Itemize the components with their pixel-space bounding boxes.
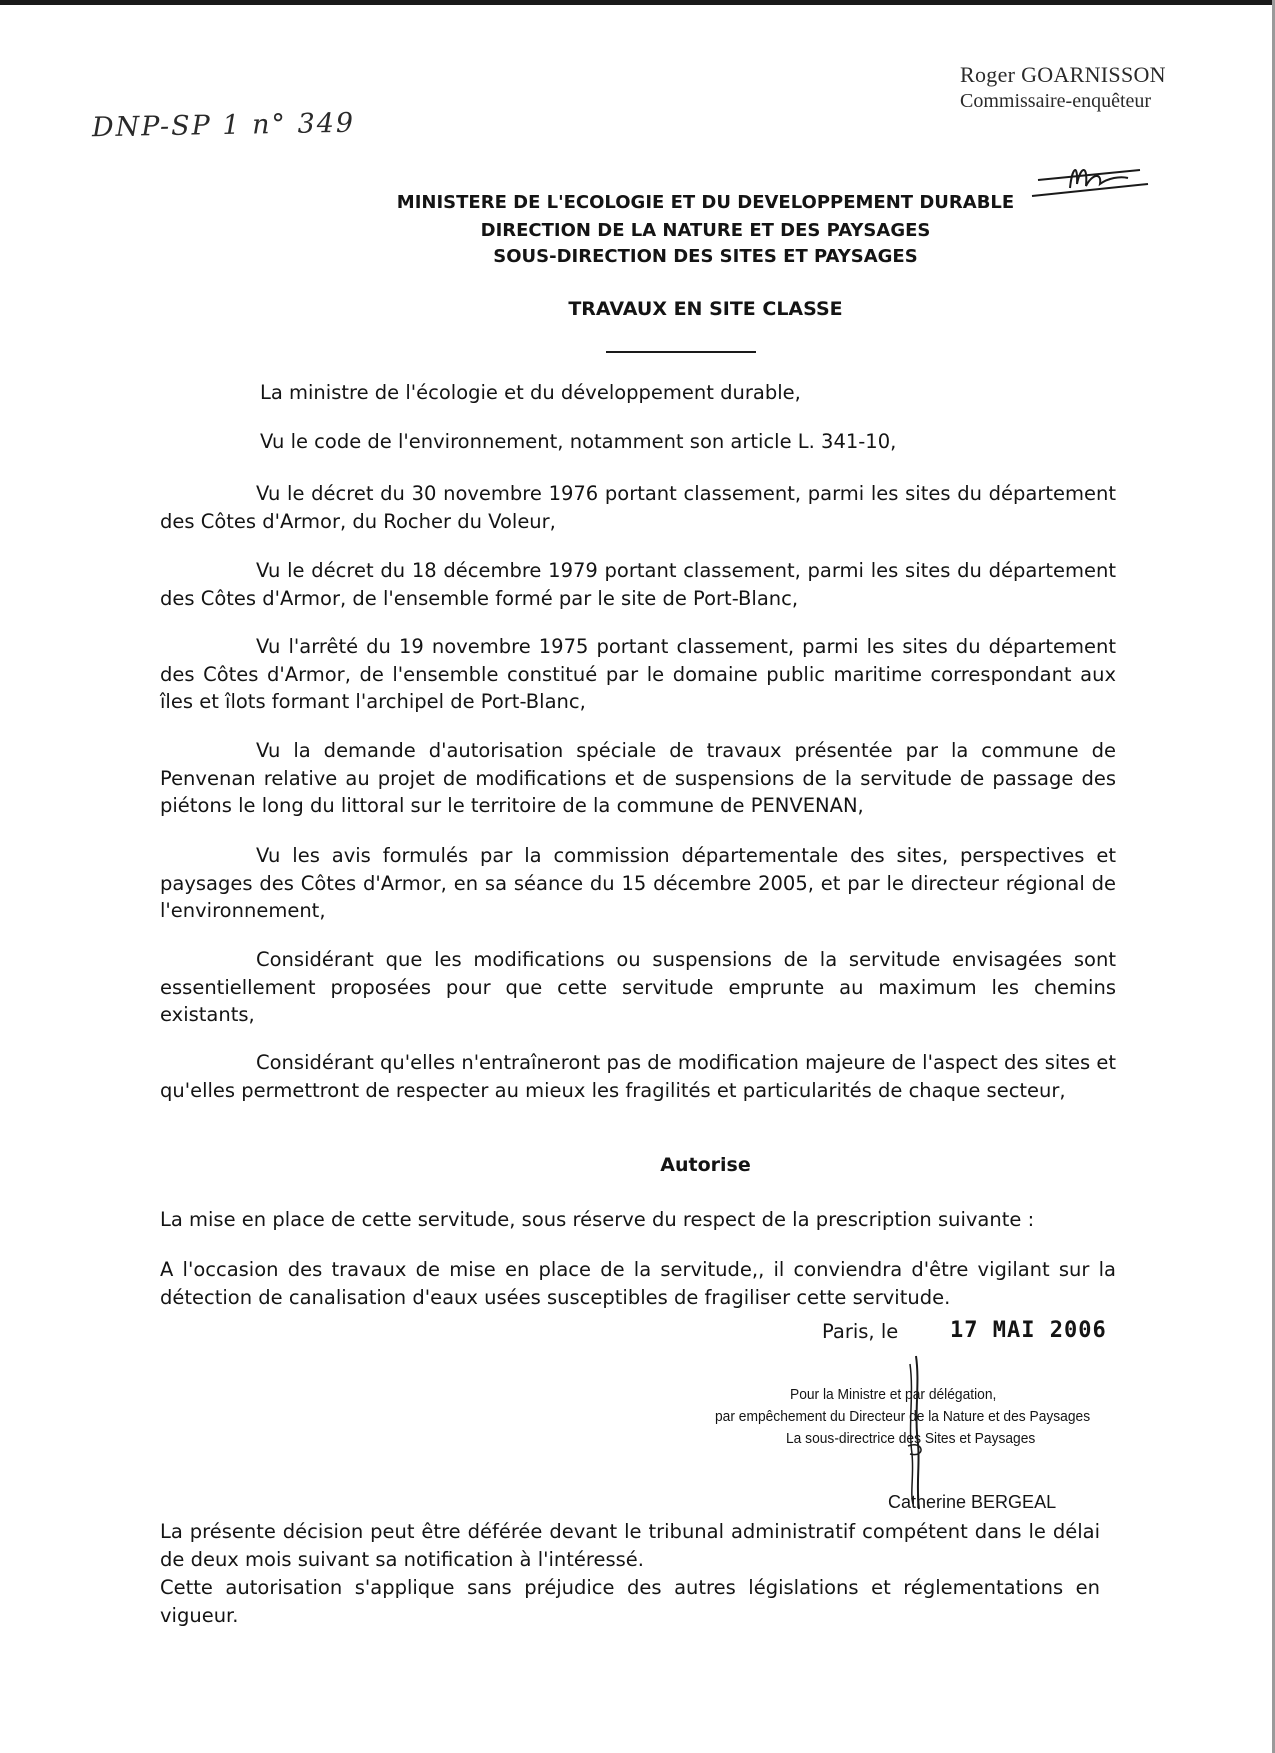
- sous-directrice-line: La sous-directrice des Sites et Paysages: [786, 1430, 1036, 1447]
- direction-heading: DIRECTION DE LA NATURE ET DES PAYSAGES: [480, 220, 931, 241]
- decision-text: La mise en place de cette servitude, sous réserve du respect de la prescription suivante :: [160, 1208, 1035, 1231]
- commissaire-role: Commissaire-enquêteur: [960, 90, 1152, 112]
- signature-place: Paris, le: [822, 1320, 899, 1343]
- commissaire-stamp: [960, 62, 1166, 113]
- ministry-heading: MINISTERE DE L'ECOLOGIE ET DU DEVELOPPEMENT DURABLE: [396, 192, 1015, 213]
- considerant-2: Considérant qu'elles n'entraîneront pas de modification majeure de l'aspect des sites et qu'elles permettront de respecter au mieux les fragilités et particularités de chaque secteur,: [160, 1051, 1116, 1102]
- empechement-line: par empêchement du Directeur de la Nature et des Paysages: [715, 1408, 1091, 1425]
- handwritten-reference: DNP-SP 1 n° 349: [91, 107, 356, 144]
- decision-heading: Autorise: [660, 1154, 751, 1176]
- date-stamp: 17 MAI 2006: [950, 1318, 1107, 1343]
- title-underline: [606, 351, 756, 353]
- commissaire-name: Roger GOARNISSON: [960, 62, 1166, 87]
- delegation-line: Pour la Ministre et par délégation,: [790, 1386, 997, 1403]
- visa-1975: Vu l'arrêté du 19 novembre 1975 portant classement, parmi les sites du département des Côtes d'Armor, de l'ensemble constitué par le domaine public maritime correspondant aux îles et îlots formant l'archipel de Port-Blanc,: [160, 635, 1116, 713]
- visa-code: Vu le code de l'environnement, notamment son article L. 341-10,: [260, 430, 897, 453]
- portee-notice: Cette autorisation s'applique sans préjudice des autres législations et réglementations en vigueur.: [160, 1576, 1100, 1627]
- sub-direction-heading: SOUS-DIRECTION DES SITES ET PAYSAGES: [493, 246, 918, 267]
- prescription: A l'occasion des travaux de mise en place de la servitude,, il conviendra d'être vigilant sur la détection de canalisation d'eaux usées susceptibles de fragiliser cette servitude.: [160, 1258, 1116, 1309]
- considerant-1: Considérant que les modifications ou suspensions de la servitude envisagées sont essentiellement proposées pour que cette servitude emprunte au maximum les chemins existants,: [160, 948, 1116, 1026]
- intro-line: La ministre de l'écologie et du développement durable,: [260, 381, 801, 404]
- visa-avis: Vu les avis formulés par la commission départementale des sites, perspectives et paysages des Côtes d'Armor, en sa séance du 15 décembre 2005, et par le directeur régional de l'environnement,: [160, 844, 1116, 922]
- visa-1976: Vu le décret du 30 novembre 1976 portant classement, parmi les sites du département des Côtes d'Armor, du Rocher du Voleur,: [160, 482, 1116, 533]
- recours-notice: La présente décision peut être déférée devant le tribunal administratif compétent dans le délai de deux mois suivant sa notification à l'intéressé.: [160, 1520, 1100, 1571]
- signer-name: Catherine BERGEAL: [888, 1492, 1057, 1512]
- scan-border-top: [0, 0, 1275, 5]
- visa-1979: Vu le décret du 18 décembre 1979 portant classement, parmi les sites du département des Côtes d'Armor, de l'ensemble formé par le site de Port-Blanc,: [160, 559, 1116, 610]
- document-title: TRAVAUX EN SITE CLASSE: [568, 298, 843, 320]
- visa-demande: Vu la demande d'autorisation spéciale de travaux présentée par la commune de Penvenan relative au projet de modifications et de suspensions de la servitude de passage des piétons le long du littoral sur le territoire de la commune de PENVENAN,: [160, 739, 1116, 817]
